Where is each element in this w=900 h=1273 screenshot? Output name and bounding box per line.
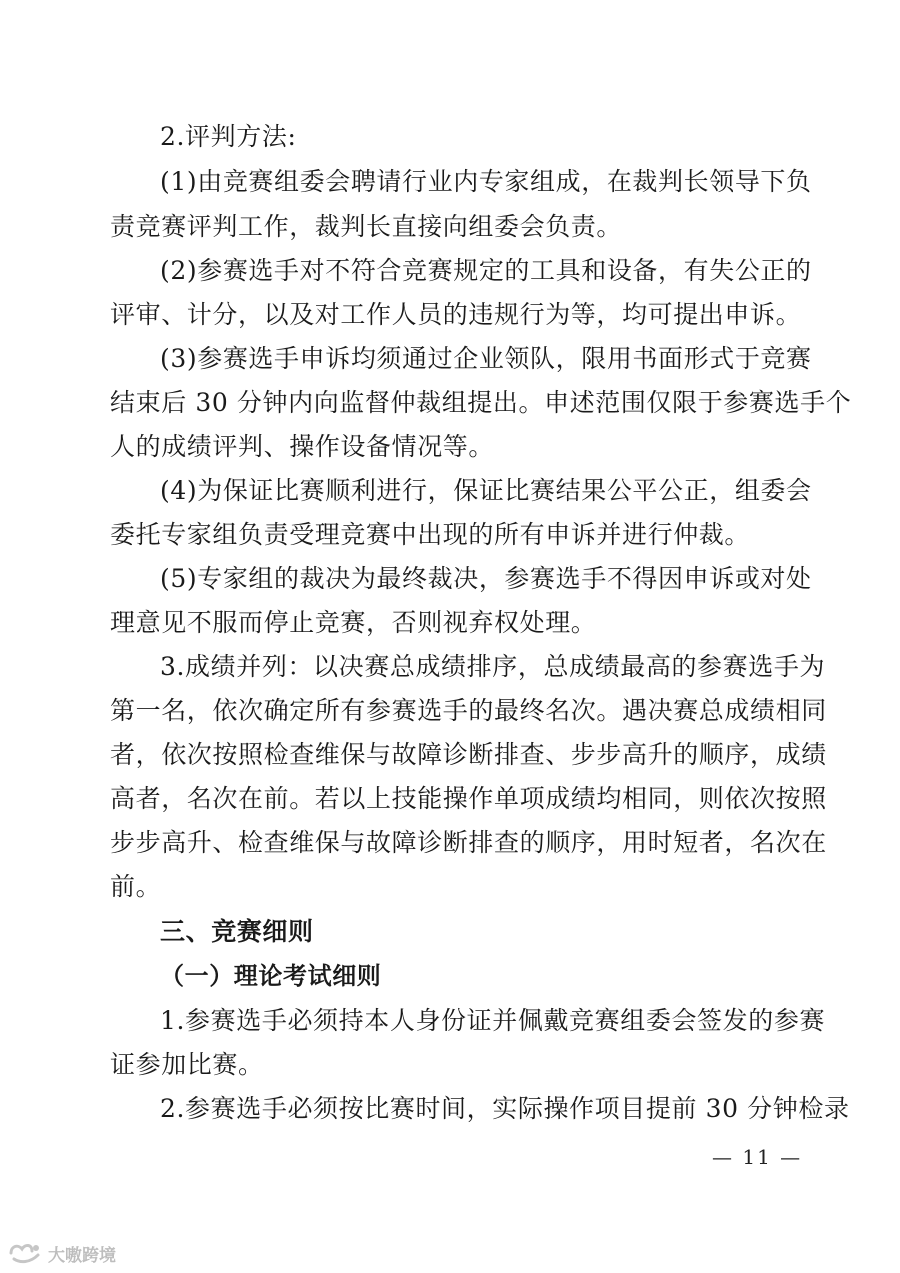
watermark-logo-icon — [8, 1241, 42, 1265]
paragraph-line: 第一名，依次确定所有参赛选手的最终名次。遇决赛总成绩相同 — [110, 696, 827, 725]
paragraph-line: (1)由竞赛组委会聘请行业内专家组成，在裁判长领导下负 — [160, 167, 812, 196]
section-heading-judging-method: 2.评判方法: — [160, 122, 297, 151]
paragraph-line: 高者，名次在前。若以上技能操作单项成绩均相同，则依次按照 — [110, 784, 827, 813]
paragraph-line: 者，依次按照检查维保与故障诊断排查、步步高升的顺序，成绩 — [110, 740, 827, 769]
subsection-heading: （一）理论考试细则 — [160, 961, 382, 990]
paragraph-line: 责竞赛评判工作，裁判长直接向组委会负责。 — [110, 212, 623, 241]
paragraph-line: 步步高升、检查维保与故障诊断排查的顺序，用时短者，名次在 — [110, 828, 827, 857]
paragraph-line: 1.参赛选手必须持本人身份证并佩戴竞赛组委会签发的参赛 — [160, 1006, 826, 1035]
paragraph-line: (5)专家组的裁决为最终裁决，参赛选手不得因申诉或对处 — [160, 564, 812, 593]
paragraph-line: 2.参赛选手必须按比赛时间，实际操作项目提前 30 分钟检录 — [160, 1094, 850, 1123]
paragraph-line: (2)参赛选手对不符合竞赛规定的工具和设备，有失公正的 — [160, 256, 812, 285]
paragraph-line: 理意见不服而停止竞赛，否则视弃权处理。 — [110, 608, 597, 637]
watermark-text: 大嗷跨境 — [48, 1245, 116, 1266]
watermark — [8, 1238, 116, 1268]
paragraph-line: 3.成绩并列：以决赛总成绩排序，总成绩最高的参赛选手为 — [160, 652, 826, 681]
paragraph-line: 结束后 30 分钟内向监督仲裁组提出。申述范围仅限于参赛选手个 — [110, 388, 852, 417]
paragraph-line: 评审、计分，以及对工作人员的违规行为等，均可提出申诉。 — [110, 300, 802, 329]
paragraph-line: 委托专家组负责受理竞赛中出现的所有申诉并进行仲裁。 — [110, 520, 751, 549]
paragraph-line: (3)参赛选手申诉均须通过企业领队，限用书面形式于竞赛 — [160, 344, 812, 373]
paragraph-line: 前。 — [110, 872, 162, 901]
paragraph-line: 人的成绩评判、操作设备情况等。 — [110, 432, 495, 461]
page-number: — 11 — — [712, 1145, 803, 1169]
paragraph-line: 证参加比赛。 — [110, 1050, 264, 1079]
chapter-heading: 三、竞赛细则 — [160, 917, 314, 946]
paragraph-line: (4)为保证比赛顺利进行，保证比赛结果公平公正，组委会 — [160, 476, 812, 505]
